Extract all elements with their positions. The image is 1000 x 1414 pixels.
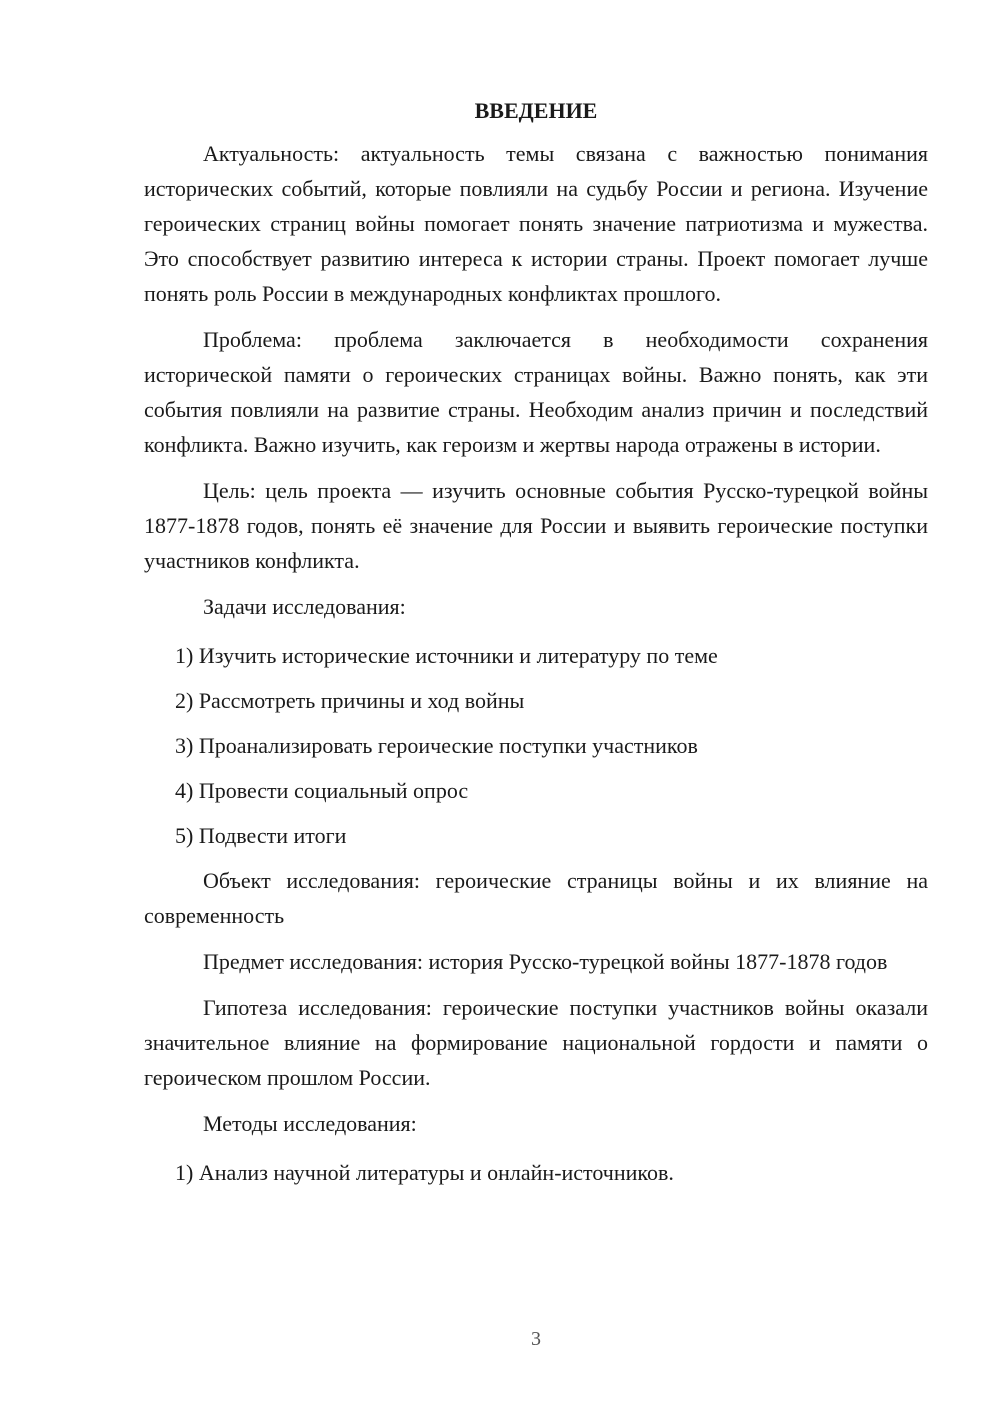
subject-paragraph: Предмет исследования: история Русско-турецкой войны 1877-1878 годов (203, 949, 888, 974)
tasks-list (144, 638, 928, 853)
page-content (144, 96, 928, 1200)
object-paragraph: Объект исследования: героические страницы войны и их влияние на современность (144, 868, 928, 928)
methods-label: Методы исследования: (203, 1111, 417, 1136)
page-title: ВВЕДЕНИЕ (474, 98, 598, 123)
list-item: 3) Проанализировать героические поступки участников (175, 733, 698, 758)
list-item: 1) Изучить исторические источники и литературу по теме (175, 643, 718, 668)
relevance-paragraph: Актуальность: актуальность темы связана с важностью понимания исторических событий, которые повлияли на судьбу России и региона. Изучение героических страниц войны помогает понять значение патриотизма и мужества. Это способствует развитию интереса к истории страны. Проект помогает лучше понять роль России в международных конфликтах прошлого. (144, 141, 928, 306)
problem-paragraph: Проблема: проблема заключается в необходимости сохранения исторической памяти о героических страницах войны. Важно понять, как эти события повлияли на развитие страны. Необходим анализ причин и последствий конфликта. Важно изучить, как героизм и жертвы народа отражены в истории. (144, 327, 928, 457)
hypothesis-paragraph: Гипотеза исследования: героические поступки участников войны оказали значительное влияние на формирование национальной гордости и памяти о героическом прошлом России. (144, 995, 928, 1090)
methods-list (144, 1155, 928, 1190)
page-number: 3 (531, 1328, 541, 1350)
list-item: 4) Провести социальный опрос (175, 778, 469, 803)
list-item: 2) Рассмотреть причины и ход войны (175, 688, 525, 713)
tasks-label: Задачи исследования: (203, 594, 406, 619)
list-item: 1) Анализ научной литературы и онлайн-источников. (175, 1160, 674, 1185)
list-item: 5) Подвести итоги (175, 823, 347, 848)
goal-paragraph: Цель: цель проекта — изучить основные события Русско-турецкой войны 1877-1878 годов, понять её значение для России и выявить героические поступки участников конфликта. (144, 478, 928, 573)
